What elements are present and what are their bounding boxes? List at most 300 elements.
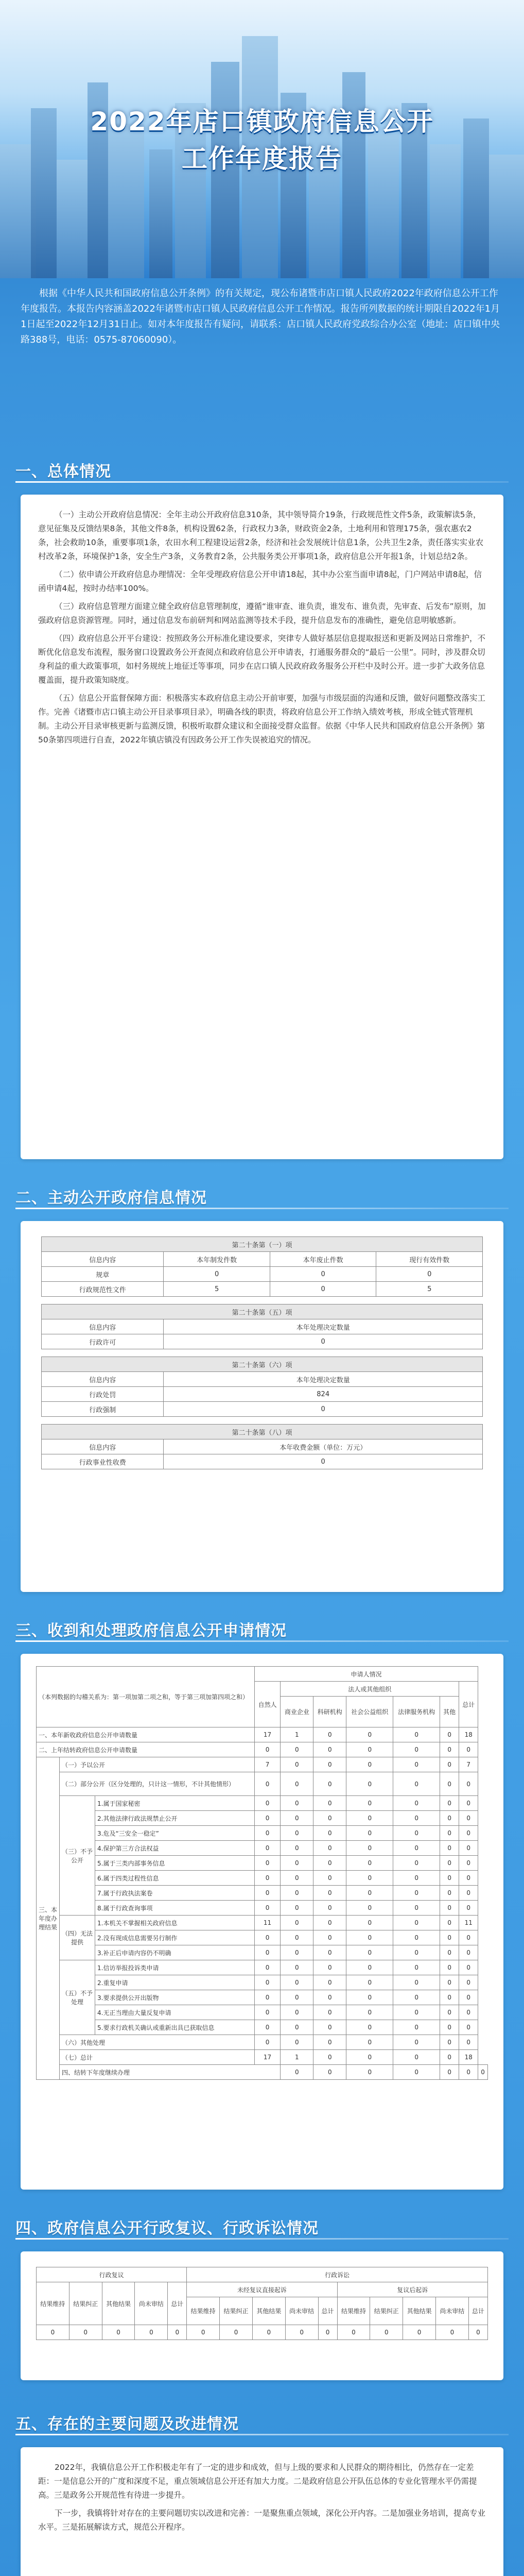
table-cell: 0	[313, 1796, 346, 1811]
table-cell: 0	[254, 1841, 281, 1856]
row-subgroup-label: （三）不予公开	[60, 1796, 95, 1916]
table-cell: 0	[313, 1930, 346, 1945]
skyline-building	[463, 118, 489, 278]
table-cell: 0	[393, 1886, 440, 1901]
table-cell: 0	[440, 1945, 459, 1960]
table-cell: 0	[254, 1886, 281, 1901]
table-cell: 0	[281, 1930, 313, 1945]
row-label: 5.要求行政机关确认或重新出具已获取信息	[95, 2020, 255, 2035]
table-header: 信息内容	[42, 1252, 164, 1267]
table-header: 其他结果	[252, 2297, 285, 2325]
table-cell: 0	[346, 1960, 393, 1975]
table-cell: 0	[440, 1742, 459, 1757]
table-cell: 0	[459, 1772, 478, 1796]
table-cell: 0	[281, 1841, 313, 1856]
table-cell: 0	[440, 1916, 459, 1930]
table-cell: 0	[220, 2325, 253, 2340]
table-cell: 0	[440, 1990, 459, 2005]
title-line-2: 工作年度报告	[182, 144, 342, 174]
table-cell: 0	[254, 1871, 281, 1886]
table-cell: 0	[281, 1856, 313, 1871]
table-cell: 0	[459, 2005, 478, 2020]
table-header: 结果维持	[187, 2297, 220, 2325]
table-cell: 0	[254, 2035, 281, 2050]
table-cell: 0	[459, 1811, 478, 1826]
table-cell: 0	[393, 2035, 440, 2050]
table-corner-note: （本列数据的勾稽关系为：第一项加第二项之和，等于第三项加第四项之和）	[37, 1667, 255, 1727]
section-5-panel	[21, 2447, 503, 2576]
table-cell: 0	[459, 1930, 478, 1945]
table-cell: 0	[376, 1267, 483, 1282]
row-label: 2.其他法律行政法规禁止公开	[95, 1811, 255, 1826]
table-row	[37, 1901, 488, 1916]
table-cell: 0	[281, 1886, 313, 1901]
table-cell: 0	[254, 1796, 281, 1811]
table-cell: 0	[346, 1886, 393, 1901]
table-cell: 1	[281, 2050, 313, 2065]
table-cell: 0	[393, 1975, 440, 1990]
active-disclosure-table	[41, 1236, 483, 1469]
table-cell: 0	[254, 1901, 281, 1916]
table-cell: 0	[440, 2005, 459, 2020]
table-cell: 0	[313, 1886, 346, 1901]
table-cell: 行政规范性文件	[42, 1282, 164, 1297]
row-label: 5.属于三类内部事务信息	[95, 1856, 255, 1871]
table-cell: 5	[376, 1282, 483, 1297]
row-label: 1.本机关不掌握相关政府信息	[95, 1916, 255, 1930]
table-cell: 0	[281, 2005, 313, 2020]
table-header: 其他	[440, 1697, 459, 1727]
table-cell: 0	[281, 1990, 313, 2005]
table-cell: 0	[254, 1742, 281, 1757]
table-row	[37, 1975, 488, 1990]
table-cell: 0	[187, 2325, 220, 2340]
table-cell: 0	[313, 1871, 346, 1886]
table-cell: 0	[393, 1871, 440, 1886]
table-row	[37, 1742, 488, 1757]
table-cell: 0	[346, 1975, 393, 1990]
table-cell: 18	[459, 2050, 478, 2065]
table-row	[42, 1282, 483, 1297]
table-row	[37, 2065, 488, 2080]
table-cell: 0	[281, 1772, 313, 1796]
table-cell: 0	[346, 1945, 393, 1960]
header-banner	[0, 0, 524, 278]
table-header: 法人或其他组织	[281, 1682, 459, 1697]
table-cell: 0	[254, 1826, 281, 1841]
row-label: 4.无正当理由大量反复申请	[95, 2005, 255, 2020]
section-3-panel	[21, 1654, 503, 2190]
table-header: 结果纠正	[69, 2282, 102, 2325]
row-label: 3.危及“三安全一稳定”	[95, 1826, 255, 1841]
section-5-paragraph: 下一步，我镇将针对存在的主要问题切实以改进和完善：一是聚焦重点领域，深化公开内容。二是加强业务培训，提高专业水平。三是拓展解读方式，规范公开程序。	[38, 2509, 486, 2532]
table-cell: 0	[313, 1960, 346, 1975]
table-cell: 0	[346, 1796, 393, 1811]
row-subgroup-label: （四）无法提供	[60, 1916, 95, 1960]
table-cell: 0	[346, 1757, 393, 1772]
table-header: 总计	[468, 2297, 487, 2325]
intro-paragraph: 根据《中华人民共和国政府信息公开条例》的有关规定，现公布诸暨市店口镇人民政府2022年政府信息公开工作年度报告。本报告内容涵盖2022年诸暨市店口镇人民政府信息公开工作情况。报告所列数据的统计期限自2022年1月1日起至2022年12月31日止。如对本年度报告有疑问，请联系：店口镇人民政府党政综合办公室（地址：店口镇中央路388号，电话：0575-87060090）。	[21, 288, 500, 345]
table-row	[37, 1871, 488, 1886]
table-header: 行政诉讼	[187, 2267, 488, 2282]
table-header: 申请人情况	[254, 1667, 478, 1682]
table-cell: 0	[69, 2325, 102, 2340]
table-header: 尚未审结	[135, 2282, 168, 2325]
row-label: 四、结转下年度继续办理	[60, 2065, 281, 2080]
row-label: 2.重复申请	[95, 1975, 255, 1990]
table-cell: 行政处罚	[42, 1387, 164, 1402]
row-label: 3.要求提供公开出版物	[95, 1990, 255, 2005]
section-2-title: 二、主动公开政府信息情况	[15, 1189, 207, 1207]
table-cell: 0	[281, 1960, 313, 1975]
row-label: 1.属于国家秘密	[95, 1796, 255, 1811]
table-cell: 0	[440, 1826, 459, 1841]
table-header: 总计	[168, 2282, 187, 2325]
table-header: 社会公益组织	[346, 1697, 393, 1727]
table-row	[37, 2035, 488, 2050]
section-1-paragraph: （四）政府信息公开平台建设：按照政务公开标准化建设要求，突律专人做好基层信息提取报送和更新及网站日常维护，不断优化信息发布流程，服务窗口设置政务公开查阅点和政府信息公开申请表，打通服务群众的“最后一公里”。同时，涉及群众切身利益的重大政策事项，如村务规统上地征迁等事项，同步在店口镇人民政府政务服务公开栏中及时公开。进一步扩大政务信息覆盖面，提升政策知晓度。	[38, 634, 486, 685]
table-cell: 11	[254, 1916, 281, 1930]
table-cell: 0	[440, 1841, 459, 1856]
table-row	[37, 1826, 488, 1841]
row-label: （二）部分公开（区分处理的，只计这一情形，不计其他情形）	[60, 1772, 255, 1796]
section-1-paragraph: （一）主动公开政府信息情况：全年主动公开政府信息310条，其中领导简介19条，行政规范性文件5条，政策解读5条，意见征集及反馈结果8条，其他文件8条，机构设置62条，行政权力3条，财政资金2条，土地利用和管理175条，强农惠农2条，社会救助10条，重要事项1条，农田水利工程建设运营2条，经济和社会发展统计信息1条，公共卫生2条，责任落实实业农村改革2条，环境保护1条，安全生产3条，义务教育2条，公共服务类公开事项1条，政府信息公开年报1条，计划总结2条。	[38, 510, 484, 561]
table-cell: 0	[346, 1826, 393, 1841]
table-cell: 0	[459, 1826, 478, 1841]
row-label: （一）予以公开	[60, 1757, 255, 1772]
table-cell: 0	[313, 1945, 346, 1960]
table-cell: 行政事业性收费	[42, 1454, 164, 1469]
table-cell: 0	[254, 2020, 281, 2035]
table-cell: 0	[403, 2325, 436, 2340]
table-cell: 0	[440, 1757, 459, 1772]
table-cell: 0	[440, 1901, 459, 1916]
table-row	[42, 1454, 483, 1469]
row-label: 1.信访举报投诉类申请	[95, 1960, 255, 1975]
table-header: 信息内容	[42, 1439, 164, 1454]
table-cell: 0	[393, 1960, 440, 1975]
table-cell: 0	[459, 2065, 478, 2080]
table-header: 现行有效件数	[376, 1252, 483, 1267]
section-5-heading	[0, 2406, 524, 2437]
table-cell: 0	[393, 1772, 440, 1796]
table-row	[42, 1267, 483, 1282]
table-header: 信息内容	[42, 1319, 164, 1334]
table-cell: 0	[393, 2020, 440, 2035]
table-header: 尚未审结	[285, 2297, 318, 2325]
table-header: 其他结果	[102, 2282, 135, 2325]
table-row	[37, 1916, 488, 1930]
table-cell: 0	[346, 2020, 393, 2035]
table-cell: 0	[313, 1826, 346, 1841]
table-cell: 0	[313, 1841, 346, 1856]
table-cell: 0	[393, 1727, 440, 1742]
table-cell: 0	[346, 2065, 393, 2080]
section-1-paragraph: （五）信息公开监督保障方面：积极落实本政府信息主动公开前审要，加强与市级层面的沟通和反馈，做好问题整改落实工作。完善《诸暨市店口镇主动公开目录事项目录》，明确各线的职责，将政府信息公开工作纳入绩效考核，形成全链式管理机制。主动公开目录审核更新与监测反馈，积极听取群众建议和全面接受群众监督。依据《中华人民共和国政府信息公开条例》第50条第四项进行自查，2022年镇店镇没有因政务公开工作失误被追究的情况。	[38, 693, 486, 744]
table-cell: 0	[281, 1811, 313, 1826]
row-label: （七）总计	[60, 2050, 255, 2065]
table-cell: 0	[252, 2325, 285, 2340]
table-cell: 0	[459, 1841, 478, 1856]
table-cell: 0	[440, 1930, 459, 1945]
table-cell: 0	[281, 2020, 313, 2035]
table-cell: 0	[102, 2325, 135, 2340]
table-row	[37, 2325, 488, 2340]
row-label: （六）其他处理	[60, 2035, 255, 2050]
table-cell: 0	[164, 1402, 483, 1417]
title-line-1: 2022年店口镇政府信息公开	[90, 107, 434, 137]
table-cell: 0	[285, 2325, 318, 2340]
table-cell: 0	[313, 1975, 346, 1990]
table-cell: 0	[313, 1811, 346, 1826]
table-header: 尚未审结	[436, 2297, 469, 2325]
table-section-title: 第二十条第（一）项	[42, 1237, 483, 1252]
row-label: 4.保护第三方合法权益	[95, 1841, 255, 1856]
row-subgroup-label: （五）不予处理	[60, 1960, 95, 2035]
table-cell: 0	[346, 1856, 393, 1871]
table-row	[37, 1945, 488, 1960]
table-cell: 0	[393, 1742, 440, 1757]
table-cell: 0	[318, 2325, 337, 2340]
table-cell: 0	[393, 1757, 440, 1772]
table-cell: 0	[459, 1796, 478, 1811]
table-header: 本年处理决定数量	[164, 1372, 483, 1387]
table-cell: 0	[440, 2020, 459, 2035]
section-divider	[15, 481, 509, 483]
table-section-title: 第二十条第（八）项	[42, 1425, 483, 1439]
table-row	[37, 2050, 488, 2065]
table-header: 结果维持	[337, 2297, 370, 2325]
table-cell: 0	[346, 1871, 393, 1886]
table-cell: 0	[459, 1742, 478, 1757]
table-cell: 0	[440, 2065, 459, 2080]
row-label: 2.没有现成信息需要另行制作	[95, 1930, 255, 1945]
application-table	[36, 1666, 488, 2080]
table-cell: 0	[459, 1871, 478, 1886]
table-row	[37, 1727, 488, 1742]
table-cell: 0	[440, 1772, 459, 1796]
table-cell: 0	[346, 1811, 393, 1826]
table-cell: 0	[459, 1901, 478, 1916]
table-cell: 0	[346, 1742, 393, 1757]
section-3-title: 三、收到和处理政府信息公开申请情况	[15, 1622, 287, 1640]
page-title	[62, 103, 462, 177]
skyline-building	[31, 108, 57, 278]
table-cell: 7	[254, 1757, 281, 1772]
table-cell: 0	[313, 1916, 346, 1930]
table-cell: 0	[346, 1727, 393, 1742]
section-1-panel	[21, 495, 503, 1159]
table-cell: 0	[313, 2035, 346, 2050]
table-cell: 0	[346, 1901, 393, 1916]
table-section-title: 第二十条第（五）项	[42, 1304, 483, 1319]
table-cell: 0	[440, 1975, 459, 1990]
section-1-heading	[0, 453, 524, 484]
table-section-title: 第二十条第（六）项	[42, 1357, 483, 1372]
table-cell: 0	[254, 1772, 281, 1796]
table-cell: 0	[254, 1960, 281, 1975]
table-cell: 0	[281, 1742, 313, 1757]
table-cell: 0	[440, 1796, 459, 1811]
table-row	[42, 1402, 483, 1417]
table-cell: 0	[346, 1990, 393, 2005]
table-row	[37, 1990, 488, 2005]
table-cell: 0	[459, 2020, 478, 2035]
table-cell: 0	[346, 2005, 393, 2020]
table-cell: 0	[313, 1757, 346, 1772]
table-row	[37, 1841, 488, 1856]
section-1-paragraph: （三）政府信息管理方面建立健全政府信息管理制度，遵循“谁审查、谁负责，谁发布、谁负责，先审查、后发布”原则，加强政府信息资源管理。同时，通过信息发布前研判和网站监测等技术手段，提升信息发布的准确性，避免信息明敏感新。	[38, 602, 486, 625]
table-cell: 0	[346, 1916, 393, 1930]
table-cell: 0	[346, 2035, 393, 2050]
table-cell: 0	[270, 1267, 376, 1282]
table-header: 商业企业	[281, 1697, 313, 1727]
section-1-title: 一、总体情况	[15, 463, 111, 481]
table-cell: 0	[393, 1826, 440, 1841]
table-cell: 0	[459, 1856, 478, 1871]
table-cell: 规章	[42, 1267, 164, 1282]
table-cell: 0	[393, 1841, 440, 1856]
table-cell: 18	[459, 1727, 478, 1742]
table-header: 其他结果	[403, 2297, 436, 2325]
table-cell: 0	[459, 1886, 478, 1901]
table-cell: 0	[281, 1757, 313, 1772]
table-cell: 0	[281, 2035, 313, 2050]
section-divider	[15, 1640, 509, 1642]
table-cell: 0	[313, 1727, 346, 1742]
section-divider	[15, 2238, 509, 2240]
table-cell: 5	[164, 1282, 270, 1297]
table-cell: 0	[440, 1960, 459, 1975]
table-cell: 0	[281, 1871, 313, 1886]
skyline-building	[489, 155, 524, 278]
table-cell: 0	[270, 1282, 376, 1297]
table-header: 法律服务机构	[393, 1697, 440, 1727]
table-cell: 0	[164, 1267, 270, 1282]
table-cell: 0	[281, 1975, 313, 1990]
table-cell: 0	[346, 1772, 393, 1796]
table-row	[37, 2005, 488, 2020]
table-cell: 0	[346, 2050, 393, 2065]
table-header: 复议后起诉	[337, 2282, 487, 2297]
table-cell: 0	[440, 1856, 459, 1871]
skyline-building	[57, 160, 88, 278]
table-cell: 0	[393, 1901, 440, 1916]
table-cell: 0	[313, 1990, 346, 2005]
table-header: 科研机构	[313, 1697, 346, 1727]
table-header: 行政复议	[37, 2267, 187, 2282]
table-cell: 0	[436, 2325, 469, 2340]
table-row	[37, 1856, 488, 1871]
table-cell: 0	[370, 2325, 403, 2340]
row-label: 8.属于行政查询事项	[95, 1901, 255, 1916]
table-cell: 11	[459, 1916, 478, 1930]
table-cell: 0	[313, 2050, 346, 2065]
table-cell: 0	[281, 1945, 313, 1960]
table-cell: 0	[313, 2065, 346, 2080]
table-cell: 0	[337, 2325, 370, 2340]
table-cell: 0	[254, 1930, 281, 1945]
table-header: 本年制发件数	[164, 1252, 270, 1267]
table-cell: 824	[164, 1387, 483, 1402]
table-spacer	[42, 1349, 483, 1357]
row-label: 7.属于行政执法案卷	[95, 1886, 255, 1901]
table-spacer	[42, 1417, 483, 1425]
table-cell: 0	[254, 1856, 281, 1871]
section-1-paragraph: （二）依申请公开政府信息办理情况：全年受理政府信息公开申请18起，其中办公室当面申请8起，门户网站申请8起，信函申请4起，按时办结率100%。	[38, 570, 482, 593]
table-cell: 0	[313, 2020, 346, 2035]
table-cell: 0	[281, 1901, 313, 1916]
table-header: 未经复议直接起诉	[187, 2282, 337, 2297]
section-divider	[15, 2434, 509, 2435]
table-cell: 0	[393, 1796, 440, 1811]
table-row	[42, 1387, 483, 1402]
table-cell: 0	[459, 1990, 478, 2005]
table-header: 总计	[318, 2297, 337, 2325]
table-cell: 0	[313, 1901, 346, 1916]
table-cell: 0	[254, 1945, 281, 1960]
table-cell: 0	[393, 2005, 440, 2020]
table-row	[37, 1886, 488, 1901]
table-header: 结果纠正	[220, 2297, 253, 2325]
table-cell: 0	[37, 2325, 69, 2340]
table-cell: 0	[254, 2005, 281, 2020]
table-cell: 0	[346, 1930, 393, 1945]
table-cell: 0	[393, 2065, 440, 2080]
table-cell: 0	[281, 1916, 313, 1930]
table-cell: 0	[393, 1990, 440, 2005]
table-cell: 0	[393, 1856, 440, 1871]
table-header: 信息内容	[42, 1372, 164, 1387]
table-cell: 0	[135, 2325, 168, 2340]
table-cell: 0	[440, 1886, 459, 1901]
table-cell: 行政许可	[42, 1334, 164, 1349]
table-cell: 0	[440, 2035, 459, 2050]
table-cell: 0	[393, 1811, 440, 1826]
row-group-label: 三、本年度办理结果	[37, 1757, 60, 2080]
section-4-heading	[0, 2210, 524, 2241]
table-cell: 17	[254, 2050, 281, 2065]
table-cell: 1	[281, 1727, 313, 1742]
table-cell: 0	[459, 2035, 478, 2050]
table-header: 本年收费金额（单位：万元）	[164, 1439, 483, 1454]
review-litigation-table	[36, 2267, 488, 2340]
table-cell: 0	[459, 1975, 478, 1990]
table-cell: 0	[254, 1975, 281, 1990]
table-cell: 行政强制	[42, 1402, 164, 1417]
table-cell: 17	[254, 1727, 281, 1742]
table-cell: 0	[254, 1811, 281, 1826]
section-2-heading	[0, 1180, 524, 1211]
table-cell: 0	[440, 1811, 459, 1826]
table-row	[37, 1811, 488, 1826]
section-4-title: 四、政府信息公开行政复议、行政诉讼情况	[15, 2219, 319, 2238]
section-4-panel	[21, 2251, 503, 2380]
table-header: 本年废止件数	[270, 1252, 376, 1267]
table-cell: 0	[393, 2050, 440, 2065]
row-label: 6.属于四类过程性信息	[95, 1871, 255, 1886]
section-2-panel	[21, 1221, 503, 1592]
table-cell: 0	[281, 1826, 313, 1841]
table-cell: 0	[281, 2065, 313, 2080]
table-cell: 0	[478, 2065, 488, 2080]
table-cell: 0	[164, 1334, 483, 1349]
table-cell: 0	[440, 2050, 459, 2065]
table-cell: 0	[164, 1454, 483, 1469]
table-cell: 0	[440, 1871, 459, 1886]
table-header: 结果纠正	[370, 2297, 403, 2325]
table-header: 本年处理决定数量	[164, 1319, 483, 1334]
